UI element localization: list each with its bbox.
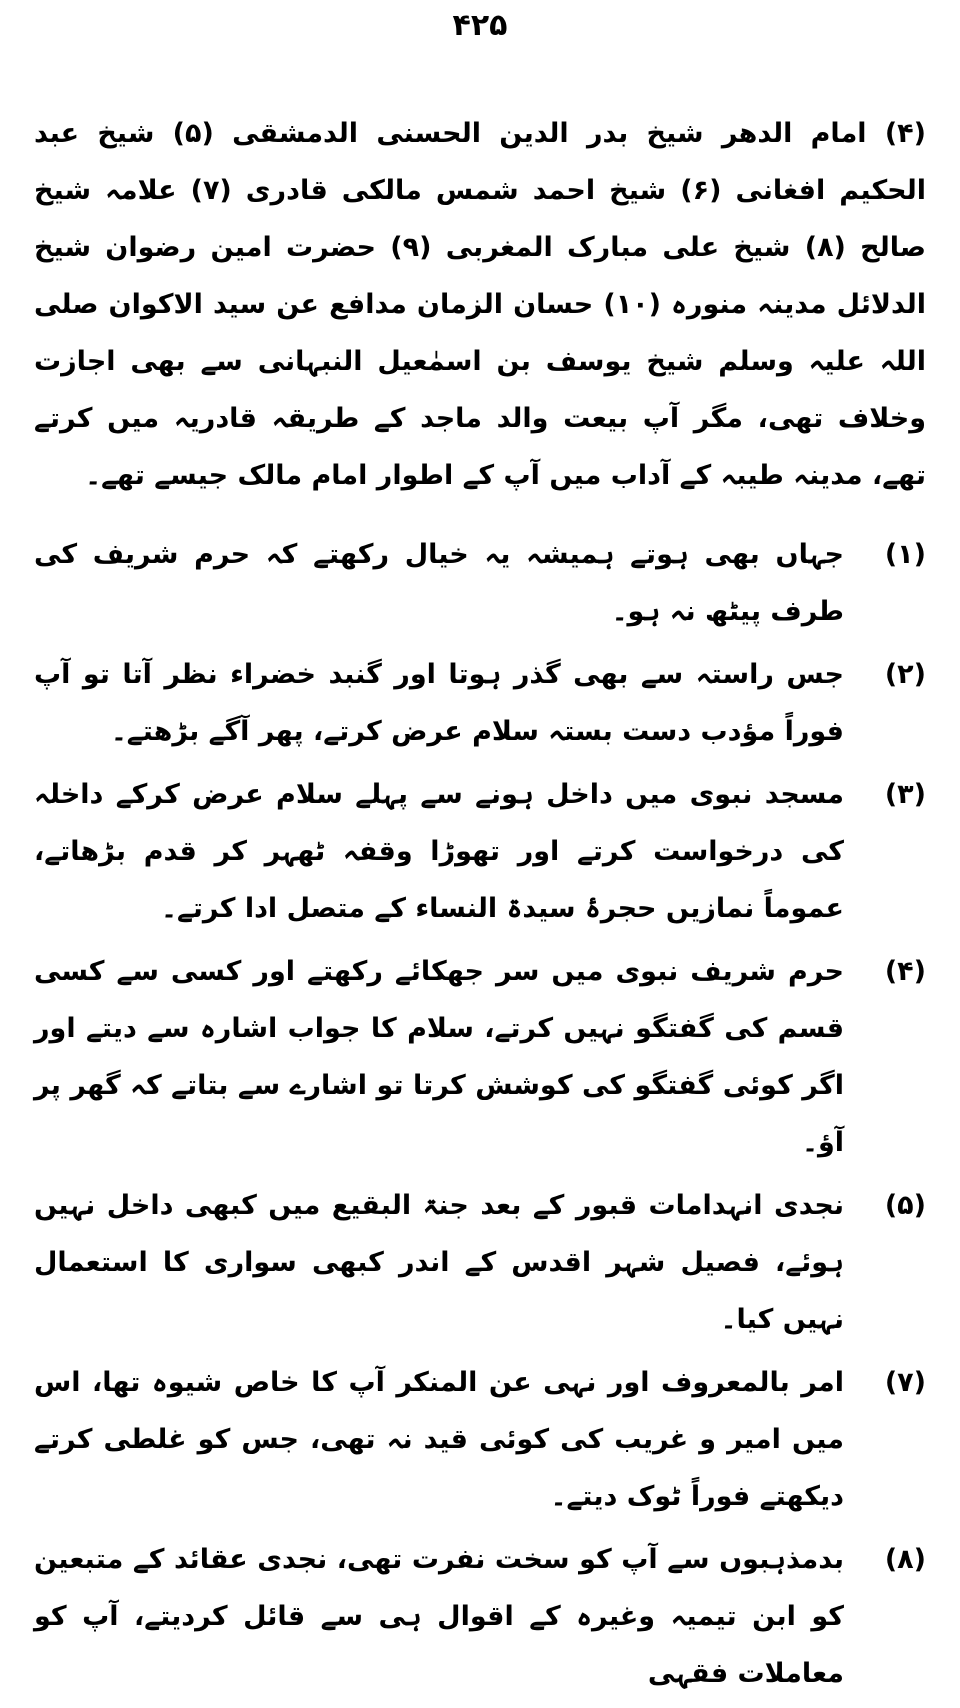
item-text: نجدی انہدامات قبور کے بعد جنۃ البقیع میں کبھی داخل نہیں ہوئے، فصیل شہر اقدس کے اندر کبھی سواری کا استعمال نہیں کیا۔	[34, 1190, 844, 1335]
item-number: (۴)	[884, 956, 926, 987]
numbered-list	[34, 526, 926, 1708]
list-item	[34, 1177, 926, 1348]
page-number: ۴۲۵	[452, 8, 508, 43]
item-number: (۲)	[884, 659, 926, 690]
item-number: (۸)	[884, 1544, 926, 1575]
item-text: مسجد نبوی میں داخل ہونے سے پہلے سلام عرض کرکے داخلہ کی درخواست کرتے اور تھوڑا وقفہ ٹھہر کر قدم بڑھاتے، عموماً نمازیں حجرۂ سیدۃ النساء کے متصل ادا کرتے۔	[34, 779, 844, 924]
item-text: حرم شریف نبوی میں سر جھکائے رکھتے اور کسی سے کسی قسم کی گفتگو نہیں کرتے، سلام کا جواب اشارہ سے دیتے اور اگر کوئی گفتگو کی کوشش کرتا تو اشارے سے بتاتے کہ گھر پر آؤ۔	[34, 956, 844, 1158]
list-item	[34, 766, 926, 937]
list-item	[34, 1531, 926, 1702]
list-item	[34, 526, 926, 640]
list-item	[34, 943, 926, 1171]
item-number: (۳)	[884, 779, 926, 810]
intro-paragraph: (۴) امام الدھر شیخ بدر الدین الحسنی الدمشقی (۵) شیخ عبد الحکیم افغانی (۶) شیخ احمد شمس مالکی قادری (۷) علامہ شیخ صالح (۸) شیخ علی مبارک المغربی (۹) حضرت امین رضوان شیخ الدلائل مدینہ منورہ (۱۰) حسان الزمان مدافع عن سید الاکوان صلی اللہ علیہ وسلم شیخ یوسف بن اسمٰعیل النبہانی سے بھی اجازت وخلاف تھی، مگر آپ بیعت والد ماجد کے طریقہ قادریہ میں کرتے تھے، مدینہ طیبہ کے آداب میں آپ کے اطوار امام مالک جیسے تھے۔	[34, 118, 926, 491]
item-number: (۵)	[884, 1190, 926, 1221]
item-number: (۱)	[884, 539, 926, 570]
item-text: امر بالمعروف اور نہی عن المنکر آپ کا خاص شیوہ تھا، اس میں امیر و غریب کی کوئی قید نہ تھی، جس کو غلطی کرتے دیکھتے فوراً ٹوک دیتے۔	[34, 1367, 844, 1512]
list-item	[34, 646, 926, 760]
item-text: بدمذہبوں سے آپ کو سخت نفرت تھی، نجدی عقائد کے متبعین کو ابن تیمیہ وغیرہ کے اقوال ہی سے قائل کردیتے، آپ کو معاملات فقہی	[34, 1544, 844, 1689]
item-text: جہاں بھی ہوتے ہمیشہ یہ خیال رکھتے کہ حرم شریف کی طرف پیٹھ نہ ہو۔	[34, 539, 844, 627]
list-item	[34, 1354, 926, 1525]
item-text: جس راستہ سے بھی گذر ہوتا اور گنبد خضراء نظر آتا تو آپ فوراً مؤدب دست بستہ سلام عرض کرتے، پھر آگے بڑھتے۔	[34, 659, 844, 747]
item-number: (۷)	[884, 1367, 926, 1398]
